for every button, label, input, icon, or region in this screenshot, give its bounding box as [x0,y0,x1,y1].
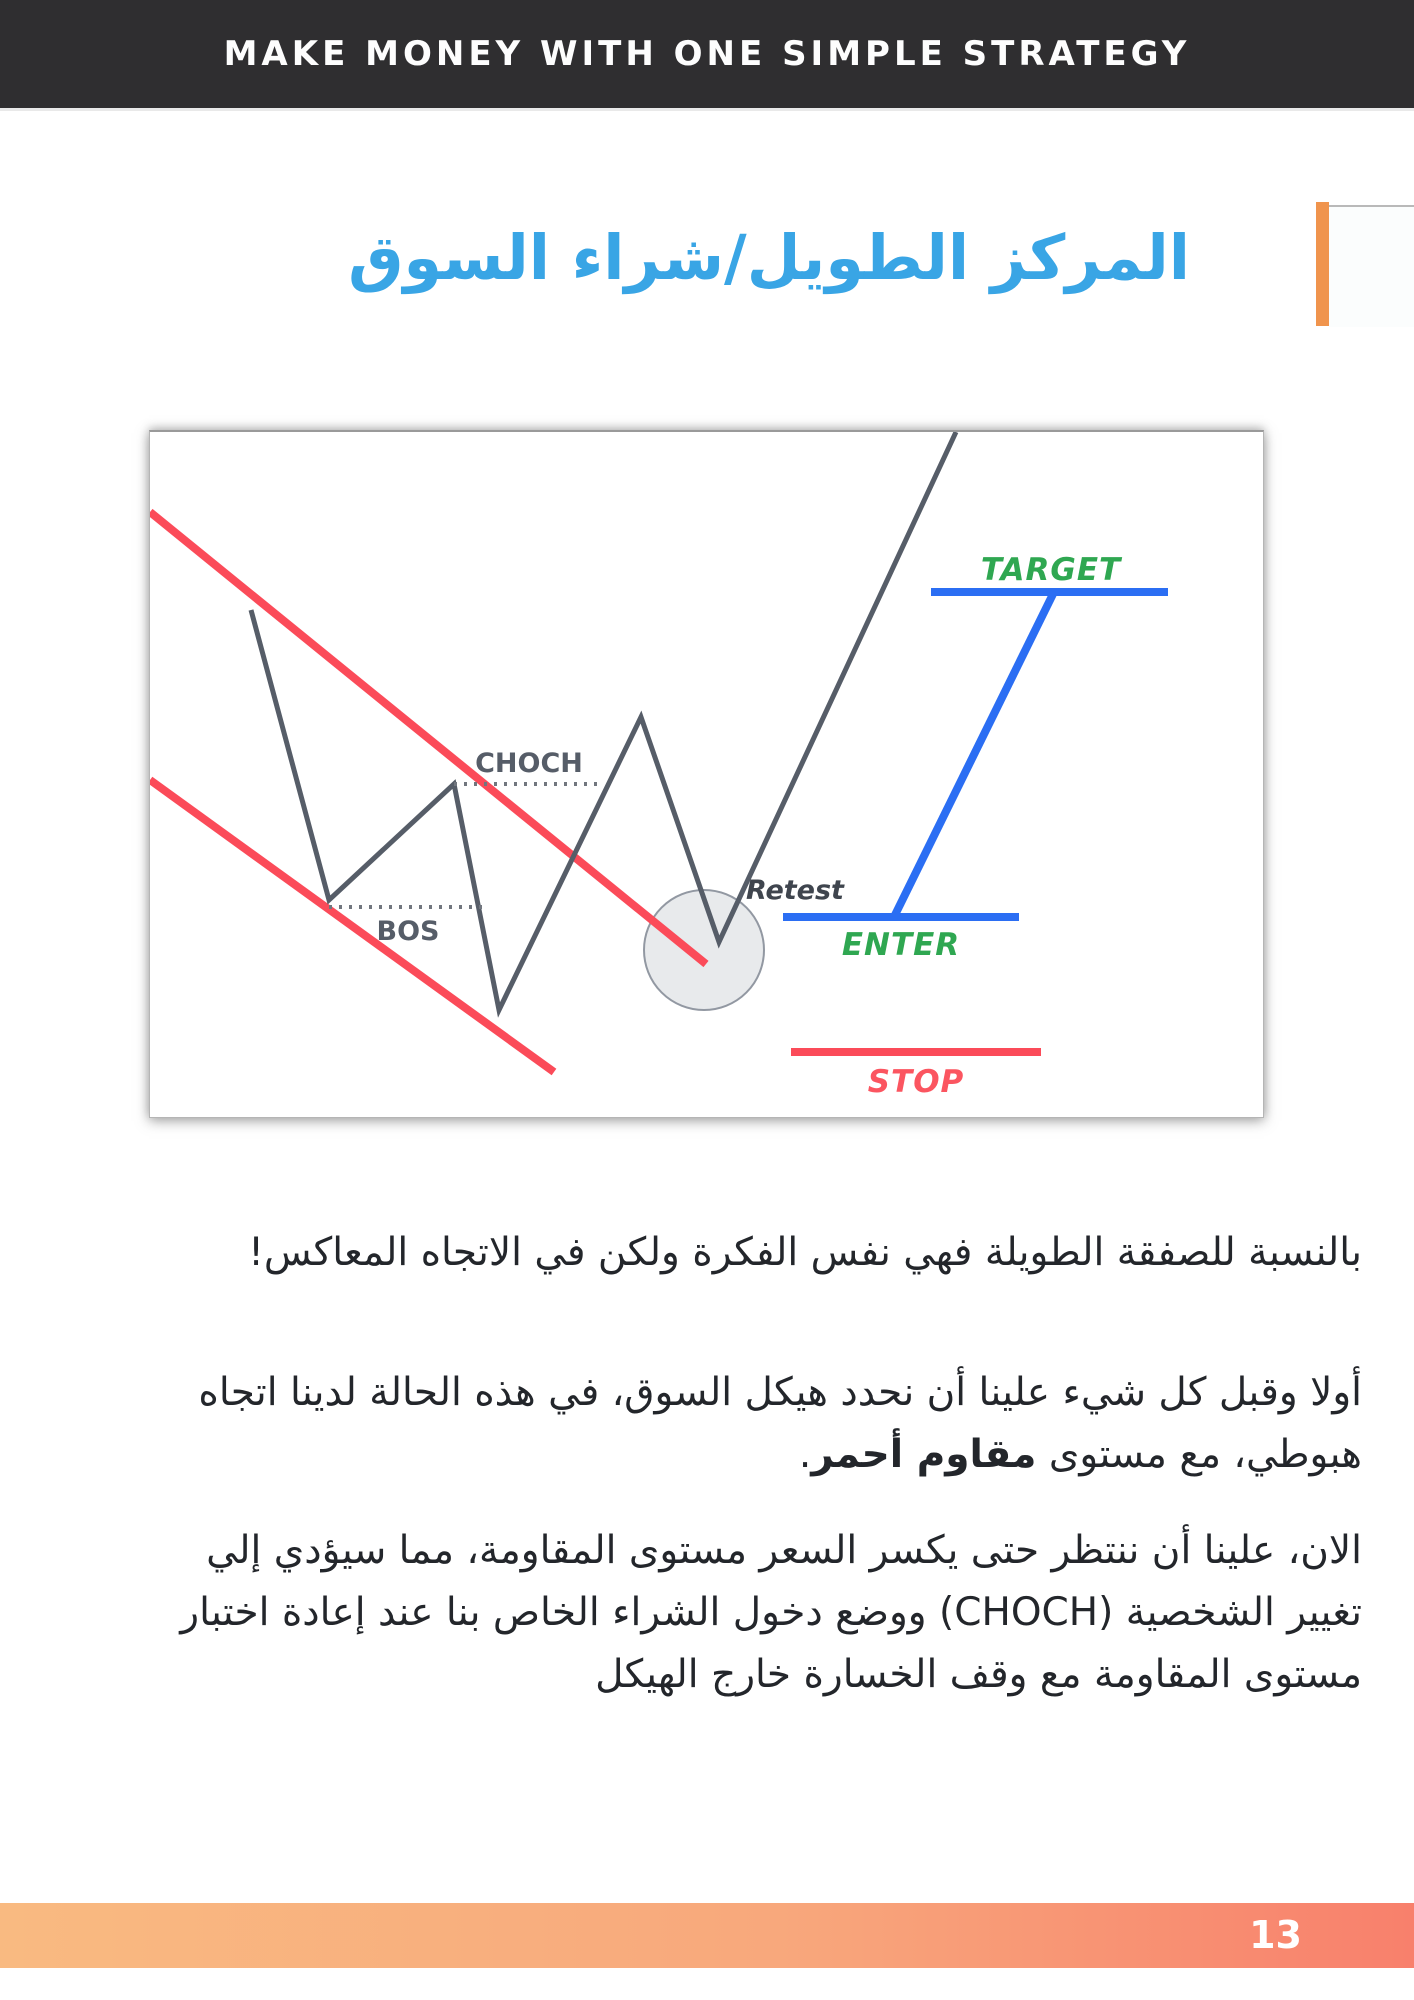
paragraph-3-line-1: الان، علينا أن ننتظر حتى يكسر السعر مستوى المقاومة، مما سيؤدي إلي [206,1528,1362,1573]
retest-label: Retest [746,875,844,906]
retest-circle [644,890,764,1010]
paragraph-3-line-2: تغيير الشخصية (CHOCH) ووضع دخول الشراء الخاص بنا عند إعادة اختبار [180,1590,1362,1635]
lower-support-channel-line [150,780,554,1072]
paragraph-1-text: بالنسبة للصفقة الطويلة فهي نفس الفكرة ولكن في الاتجاه المعاكس! [248,1230,1362,1275]
chart-card [149,430,1264,1118]
page-number: 13 [1249,1913,1302,1957]
paragraph-2 [150,1362,1362,1486]
enter-label: ENTER [841,927,961,963]
trade-diagonal-line [894,592,1054,917]
page-title: المركز الطويل/شراء السوق [348,221,1190,294]
orange-accent-bar [1316,202,1329,326]
footer-bar [0,1903,1414,1968]
paragraph-2-line-1: أولا وقبل كل شيء علينا أن نحدد هيكل السوق، في هذه الحالة لدينا اتجاه [198,1370,1362,1415]
paragraph-2-line-2: هبوطي، مع مستوى مقاوم أحمر. [798,1432,1362,1477]
upper-resistance-channel-line [150,512,706,964]
header-title: MAKE MONEY WITH ONE SIMPLE STRATEGY [223,34,1191,74]
page-header [0,0,1414,111]
red-resistance-bold-text: مقاوم أحمر [811,1432,1037,1477]
price-zigzag-path [251,432,956,1010]
paragraph-3 [150,1520,1362,1706]
paragraph-1 [150,1222,1362,1284]
stop-label: STOP [867,1064,965,1100]
choch-label: CHOCH [475,748,583,779]
target-label: TARGET [980,552,1122,588]
paragraph-3-line-3: مستوى المقاومة مع وقف الخسارة خارج الهيكل [595,1652,1362,1697]
peek-card [1329,205,1414,327]
bos-label: BOS [376,916,440,947]
market-structure-diagram [150,432,1263,1117]
